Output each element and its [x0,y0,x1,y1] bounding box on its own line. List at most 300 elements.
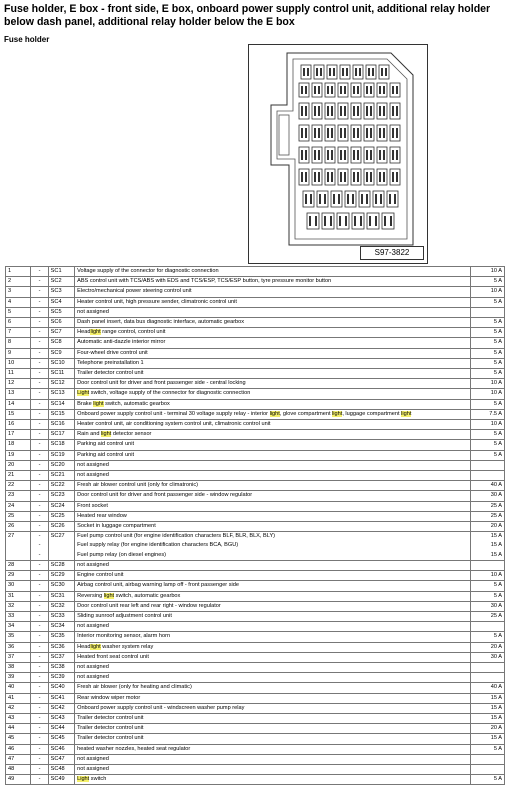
fuse-slot-contact [379,86,381,94]
fuse-number: 32 [6,601,31,611]
table-row [6,430,505,440]
table-row [6,764,505,774]
fuse-slot-contact [319,194,321,204]
table-row [6,601,505,611]
table-row [6,642,505,652]
fuse-slot [390,125,400,141]
fuse-slot-contact [307,68,309,76]
fuse-slot [364,147,374,163]
fuse-description: Airbag control unit, airbag warning lamp off - front passenger side [75,581,471,591]
fuse-description: Heater control unit, air conditioning system control unit, climatronic control unit [75,420,471,430]
fuse-rating: 5 A [471,775,505,785]
fuse-slot-contact [396,106,398,116]
fuse-slot [325,147,335,163]
fuse-number: 21 [6,471,31,481]
fuse-description-line: Fuel pump control unit (for engine identification characters BLF, BLR, BLX, BLY) [77,533,276,540]
table-row [6,591,505,601]
fuse-slot-contact [360,216,362,226]
fuse-slot-contact [396,86,398,94]
fuse-dash: - [31,379,48,389]
fuse-number: 13 [6,389,31,399]
fuse-number: 15 [6,409,31,419]
fuse-slot-contact [379,150,381,160]
fuse-rating-line: 15 A [490,542,502,549]
highlight-mark: light [269,410,280,417]
fuse-dash: - [31,420,48,430]
fuse-dash: - [31,267,48,277]
fuse-dash-line: - [38,542,41,549]
table-row [6,307,505,317]
fuse-number: 10 [6,358,31,368]
fuse-rating: 5 A [471,440,505,450]
fuse-slot-contact [370,128,372,138]
fuse-slot [299,125,309,141]
fuse-code: SC31 [48,591,74,601]
fuse-number: 49 [6,775,31,785]
fuse-slot-contact [368,68,370,76]
highlight-mark: light [103,592,115,599]
fuse-number: 9 [6,348,31,358]
table-row [6,491,505,501]
fuse-dash: - [31,754,48,764]
fuse-description: Rear window wiper motor [75,693,471,703]
fuse-number: 43 [6,713,31,723]
fuse-slot-contact [340,128,342,138]
fuse-slot-contact [354,216,356,226]
fuse-number: 40 [6,683,31,693]
fuse-code: SC25 [48,511,74,521]
fuse-number: 17 [6,430,31,440]
fuse-dash: - [31,277,48,287]
table-row [6,571,505,581]
fuse-slot-contact [331,128,333,138]
fuse-slot [338,83,348,97]
table-row [6,450,505,460]
fuse-slot-contact [320,68,322,76]
fuse-slot-contact [383,86,385,94]
fuse-dash: - [31,287,48,297]
table-row [6,744,505,754]
fuse-slot-contact [383,106,385,116]
fuse-rating-line: 15 A [490,533,502,540]
fuse-slot-contact [357,172,359,182]
fuse-slot-contact [314,86,316,94]
fuse-slot [307,213,319,229]
fuse-number: 23 [6,491,31,501]
fuse-rating: 5 A [471,338,505,348]
fuse-rating [471,754,505,764]
fuse-slot [379,65,389,79]
fuse-number: 31 [6,591,31,601]
fuse-table [5,266,505,785]
fuse-slot-contact [345,216,347,226]
table-row [6,754,505,764]
fuse-description [75,532,471,561]
fuse-code: SC40 [48,683,74,693]
fuse-dash: - [31,501,48,511]
fuse-description: Heated front seat control unit [75,652,471,662]
fuse-slot-contact [361,194,363,204]
fuse-description: not assigned [75,471,471,481]
fuse-description: Electro/mechanical power steering control unit [75,287,471,297]
fuse-dash: - [31,522,48,532]
fuse-slot-contact [330,216,332,226]
section-subtitle: Fuse holder [4,35,50,44]
fuse-slot [366,65,376,79]
fuse-slot-contact [301,128,303,138]
fuse-slot-contact [314,172,316,182]
fuse-description: not assigned [75,560,471,570]
fuse-slot-contact [370,86,372,94]
fuse-dash: - [31,471,48,481]
fuse-slot [325,169,335,185]
fuse-description: Light switch [75,775,471,785]
table-row [6,501,505,511]
highlight-mark: Light [77,776,90,783]
fuse-dash-line: - [38,551,41,558]
fuse-code: SC47 [48,754,74,764]
fuse-slot-contact [383,172,385,182]
fuse-number: 4 [6,297,31,307]
fuse-slot-contact [396,172,398,182]
table-row [6,652,505,662]
table-row [6,673,505,683]
fuse-number: 1 [6,267,31,277]
fuse-description: Trailer detector control unit [75,369,471,379]
fuse-slot-contact [366,106,368,116]
table-row [6,297,505,307]
fuse-description: Four-wheel drive control unit [75,348,471,358]
fuse-slot-contact [370,106,372,116]
fuse-code: SC19 [48,450,74,460]
fuse-description: Automatic anti-dazzle interior mirror [75,338,471,348]
highlight-mark: light [90,643,101,650]
fuse-slot-contact [379,172,381,182]
fuse-code: SC20 [48,460,74,470]
fuse-slot [364,103,374,119]
fuse-code: SC6 [48,318,74,328]
fuse-slot-contact [392,128,394,138]
fuse-rating: 10 A [471,389,505,399]
table-row [6,389,505,399]
fuse-slot-contact [339,216,341,226]
table-row [6,734,505,744]
fuse-description: Fresh air blower (only for heating and climatic) [75,683,471,693]
fuse-dash: - [31,652,48,662]
fuse-slot-contact [353,172,355,182]
fuse-number: 16 [6,420,31,430]
fuse-description: not assigned [75,764,471,774]
fuse-description: Headlight washer system relay [75,642,471,652]
side-latch [279,115,289,155]
fuse-slot-contact [318,106,320,116]
fuse-slot [299,169,309,185]
fuse-code: SC12 [48,379,74,389]
fuse-description: Brake light switch, automatic gearbox [75,399,471,409]
fuse-number: 24 [6,501,31,511]
fuse-description: Door control unit rear left and rear right - window regulator [75,601,471,611]
fuse-dash-line: - [38,533,41,540]
fuse-dash: - [31,369,48,379]
fuse-rating: 5 A [471,318,505,328]
fuse-slot [312,169,322,185]
fuse-code: SC17 [48,430,74,440]
fuse-slot-contact [338,194,340,204]
fuse-number: 36 [6,642,31,652]
fuse-description: Headlight range control, control unit [75,328,471,338]
fuse-slot-contact [333,68,335,76]
fuse-slot-contact [359,68,361,76]
fuse-code: SC32 [48,601,74,611]
fuse-code: SC29 [48,571,74,581]
fuse-slot-contact [381,68,383,76]
fuse-dash: - [31,511,48,521]
fuse-dash: - [31,358,48,368]
fuse-description: Trailer detector control unit [75,713,471,723]
fuse-slot-contact [331,172,333,182]
fuse-description: Voltage supply of the connector for diagnostic connection [75,267,471,277]
fuse-number: 35 [6,632,31,642]
fuse-slot-contact [346,68,348,76]
fuse-slot-contact [347,194,349,204]
fuse-dash: - [31,744,48,754]
fuse-dash: - [31,307,48,317]
fuse-description: Rain and light detector sensor [75,430,471,440]
table-row [6,581,505,591]
fuse-slot-contact [366,194,368,204]
fuse-dash: - [31,724,48,734]
fuse-slot-contact [301,86,303,94]
fuse-code: SC45 [48,734,74,744]
fuse-slot [377,103,387,119]
fuse-rating: 5 A [471,277,505,287]
fuse-dash: - [31,328,48,338]
fuse-code: SC1 [48,267,74,277]
fuse-description-line: Fuel supply relay (for engine identification characters BCA, BGU) [77,542,239,549]
fuse-description: Front socket [75,501,471,511]
fuse-slot [338,147,348,163]
fuse-slot [325,83,335,97]
fuse-description: not assigned [75,662,471,672]
fuse-slot [390,169,400,185]
fuse-slot-contact [344,128,346,138]
fuse-rating: 5 A [471,369,505,379]
highlight-mark: light [93,400,104,407]
fuse-code: SC5 [48,307,74,317]
fuse-slot-contact [305,194,307,204]
table-row [6,440,505,450]
fuse-code: SC49 [48,775,74,785]
fuse-slot [351,83,361,97]
fuse-rating: 5 A [471,632,505,642]
table-row [6,683,505,693]
fuse-slot-contact [366,128,368,138]
fuse-number: 48 [6,764,31,774]
fuse-number: 11 [6,369,31,379]
fuse-code: SC44 [48,724,74,734]
fuse-description: Socket in luggage compartment [75,522,471,532]
fuse-slot [312,147,322,163]
fuse-description: Sliding sunroof adjustment control unit [75,611,471,621]
fuse-slot-contact [314,128,316,138]
fuse-rating: 10 A [471,420,505,430]
table-row [6,460,505,470]
fuse-slot-contact [305,150,307,160]
fuse-slot-contact [353,86,355,94]
fuse-slot-contact [344,86,346,94]
table-row [6,611,505,621]
fuse-slot-contact [392,86,394,94]
fuse-description: Telephone preinstallation 1 [75,358,471,368]
fuse-number: 47 [6,754,31,764]
table-row [6,481,505,491]
fuse-number: 29 [6,571,31,581]
fuse-slot-contact [380,194,382,204]
fuse-number: 8 [6,338,31,348]
fuse-description: Onboard power supply control unit - terminal 30 voltage supply relay - interior light, glove compartment light, luggage compartment light [75,409,471,419]
fuse-rating [471,764,505,774]
fuse-description: Reversing light switch, automatic gearbox [75,591,471,601]
fuse-rating: 5 A [471,348,505,358]
fuse-slot-contact [318,150,320,160]
table-row [6,632,505,642]
fuse-slot [337,213,349,229]
fuse-number: 41 [6,693,31,703]
fuse-slot-contact [390,216,392,226]
fuse-slot-contact [314,150,316,160]
table-row [6,420,505,430]
fuse-slot-contact [379,106,381,116]
fuse-dash: - [31,450,48,460]
fuse-slot [338,103,348,119]
fuse-rating: 20 A [471,724,505,734]
table-row [6,267,505,277]
fuse-number: 28 [6,560,31,570]
highlight-mark: Light [77,390,90,397]
fuse-number: 20 [6,460,31,470]
fuse-number: 30 [6,581,31,591]
fuse-rating: 15 A [471,713,505,723]
table-row [6,713,505,723]
fuse-slot-contact [344,150,346,160]
fuse-number: 44 [6,724,31,734]
table-row [6,348,505,358]
table-row [6,379,505,389]
fuse-code: SC35 [48,632,74,642]
fuse-code: SC2 [48,277,74,287]
fuse-dash: - [31,673,48,683]
fuse-slot-contact [375,194,377,204]
table-row [6,662,505,672]
fuse-slot-contact [324,194,326,204]
fuse-slot [377,125,387,141]
fuse-rating: 5 A [471,297,505,307]
fuse-dash: - [31,642,48,652]
fuse-slot [387,191,398,207]
fuse-number: 3 [6,287,31,297]
fuse-slot-contact [327,150,329,160]
fuse-rating [471,307,505,317]
fuse-code: SC41 [48,693,74,703]
fuse-slot [364,125,374,141]
fuse-number: 33 [6,611,31,621]
fuse-code: SC42 [48,703,74,713]
fuse-slot-contact [315,216,317,226]
fuse-dash: - [31,764,48,774]
fuse-rating: 40 A [471,683,505,693]
fuse-number: 26 [6,522,31,532]
fuse-code: SC15 [48,409,74,419]
fuse-number: 34 [6,622,31,632]
fuse-slot [352,213,364,229]
fuse-description: not assigned [75,673,471,683]
fuse-code: SC43 [48,713,74,723]
fuse-slot-contact [352,194,354,204]
fuse-rating: 15 A [471,693,505,703]
fuse-slot-contact [318,128,320,138]
fuse-slot-contact [340,172,342,182]
table-row [6,622,505,632]
fuse-code: SC34 [48,622,74,632]
fuse-slot [390,103,400,119]
fuse-slot-contact [327,86,329,94]
fuse-dash: - [31,460,48,470]
table-row [6,560,505,570]
fuse-number: 2 [6,277,31,287]
fuse-slot [312,125,322,141]
fuse-number: 12 [6,379,31,389]
fuse-slot [314,65,324,79]
fuse-description: Parking aid control unit [75,450,471,460]
fuse-slot [364,169,374,185]
highlight-mark: light [101,431,112,438]
fuse-description: not assigned [75,622,471,632]
fuse-rating [471,471,505,481]
fuse-number: 46 [6,744,31,754]
fuse-dash: - [31,775,48,785]
fuse-number: 25 [6,511,31,521]
fuse-slot-contact [355,68,357,76]
fuse-number: 27 [6,532,31,561]
fuse-dash: - [31,348,48,358]
fuse-slot-contact [357,150,359,160]
fuse-number: 6 [6,318,31,328]
fuse-number: 18 [6,440,31,450]
fuse-rating: 10 A [471,267,505,277]
fuse-slot [353,65,363,79]
fuse-slot-contact [379,128,381,138]
fuse-code: SC27 [48,532,74,561]
fuse-slot-contact [370,150,372,160]
fuse-dash: - [31,734,48,744]
fuse-code: SC4 [48,297,74,307]
fuse-description: Dash panel insert, data bus diagnostic interface, automatic gearbox [75,318,471,328]
fuse-slot-contact [357,86,359,94]
fuse-description: Trailer detector control unit [75,724,471,734]
fuse-code: SC33 [48,611,74,621]
fuse-description: Fresh air blower control unit (only for climatronic) [75,481,471,491]
fuse-description: Heater control unit, high pressure sender, climatronic control unit [75,297,471,307]
fuse-slot-contact [340,150,342,160]
fuse-rating: 20 A [471,642,505,652]
fuse-slot-contact [370,172,372,182]
fuse-slot-contact [331,86,333,94]
fuse-slot [351,125,361,141]
fuse-description: Engine control unit [75,571,471,581]
fuse-slot [322,213,334,229]
fuse-slot-contact [353,106,355,116]
fuse-slot-contact [327,106,329,116]
